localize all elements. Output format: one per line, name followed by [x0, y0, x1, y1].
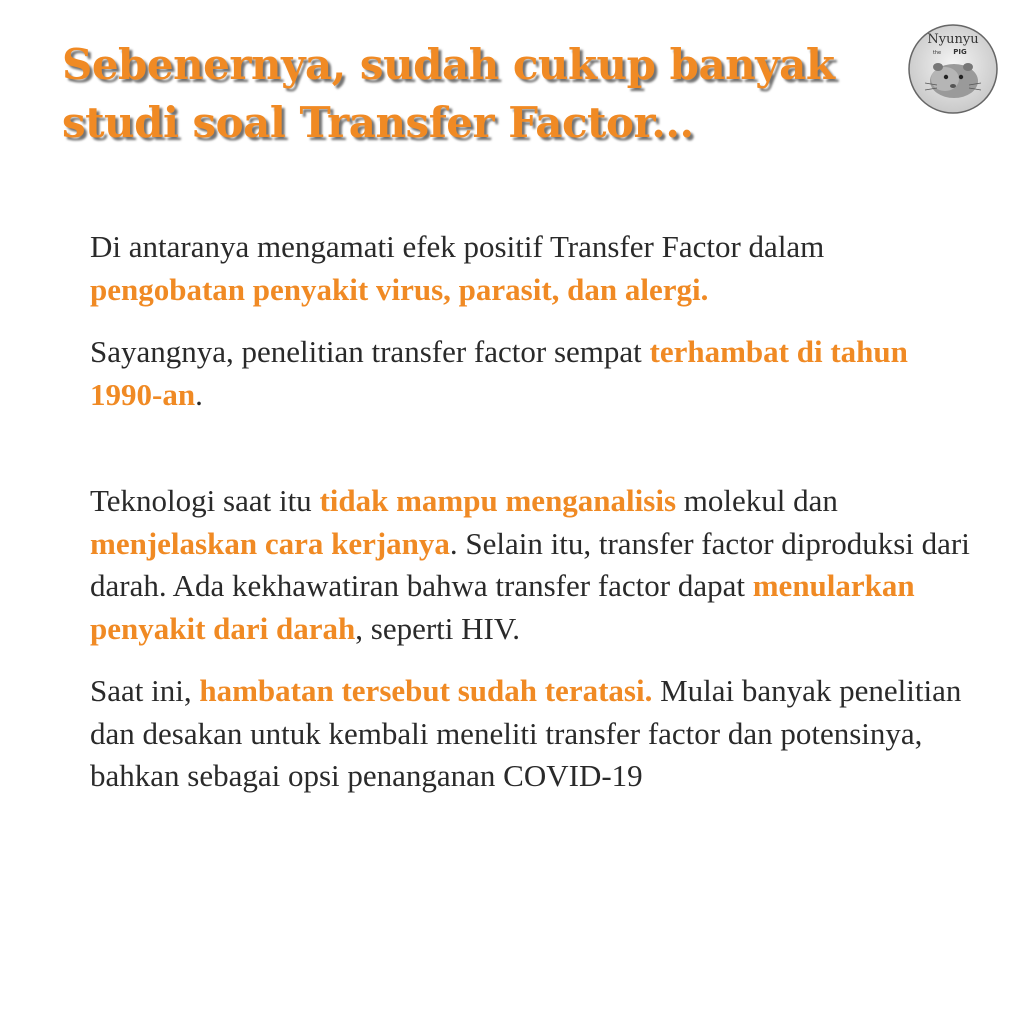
paragraph-3	[90, 480, 970, 650]
p4-text-2: Mulai banyak penelitian dan desakan untuk kembali meneliti transfer factor dan potensinya, bahkan sebagai opsi penanganan COVID-19	[90, 673, 962, 793]
p3-text-2: molekul dan	[676, 483, 838, 518]
p3-highlight-1: tidak mampu menganalisis	[319, 483, 677, 518]
p3-highlight-3: menularkan penyakit dari darah	[90, 568, 915, 646]
p1-highlight: pengobatan penyakit virus, parasit, dan alergi.	[90, 271, 709, 307]
logo-text-bottom: PIG	[953, 48, 967, 56]
p3-text-3: . Selain itu, transfer factor diproduksi dari darah. Ada kekhawatiran bahwa transfer factor dapat	[90, 525, 970, 603]
p4-highlight: hambatan tersebut sudah teratasi.	[199, 673, 653, 708]
title-line-2: studi soal Transfer Factor...	[62, 98, 694, 147]
logo-text-top: Nyunyu	[927, 32, 979, 47]
paragraph-1	[90, 226, 970, 311]
page-title	[62, 36, 902, 152]
p2-highlight: terhambat di tahun 1990-an	[90, 334, 908, 412]
title-line-1: Sebenernya, sudah cukup banyak	[62, 40, 835, 89]
paragraph-4	[90, 670, 970, 798]
p3-highlight-2: menjelaskan cara kerjanya	[90, 525, 450, 561]
body-text	[90, 226, 970, 798]
p1-text: Di antaranya mengamati efek positif Transfer Factor dalam	[90, 229, 825, 264]
p2-text: Sayangnya, penelitian transfer factor sempat	[90, 334, 650, 369]
p4-text-1: Saat ini,	[90, 673, 200, 708]
nyunyu-logo	[907, 23, 999, 115]
p3-text-1: Teknologi saat itu	[90, 483, 320, 518]
paragraph-2	[90, 331, 970, 416]
p2-text-end: .	[195, 376, 203, 412]
p3-text-4: , seperti HIV.	[355, 610, 521, 646]
logo-text-small: the	[932, 50, 942, 56]
